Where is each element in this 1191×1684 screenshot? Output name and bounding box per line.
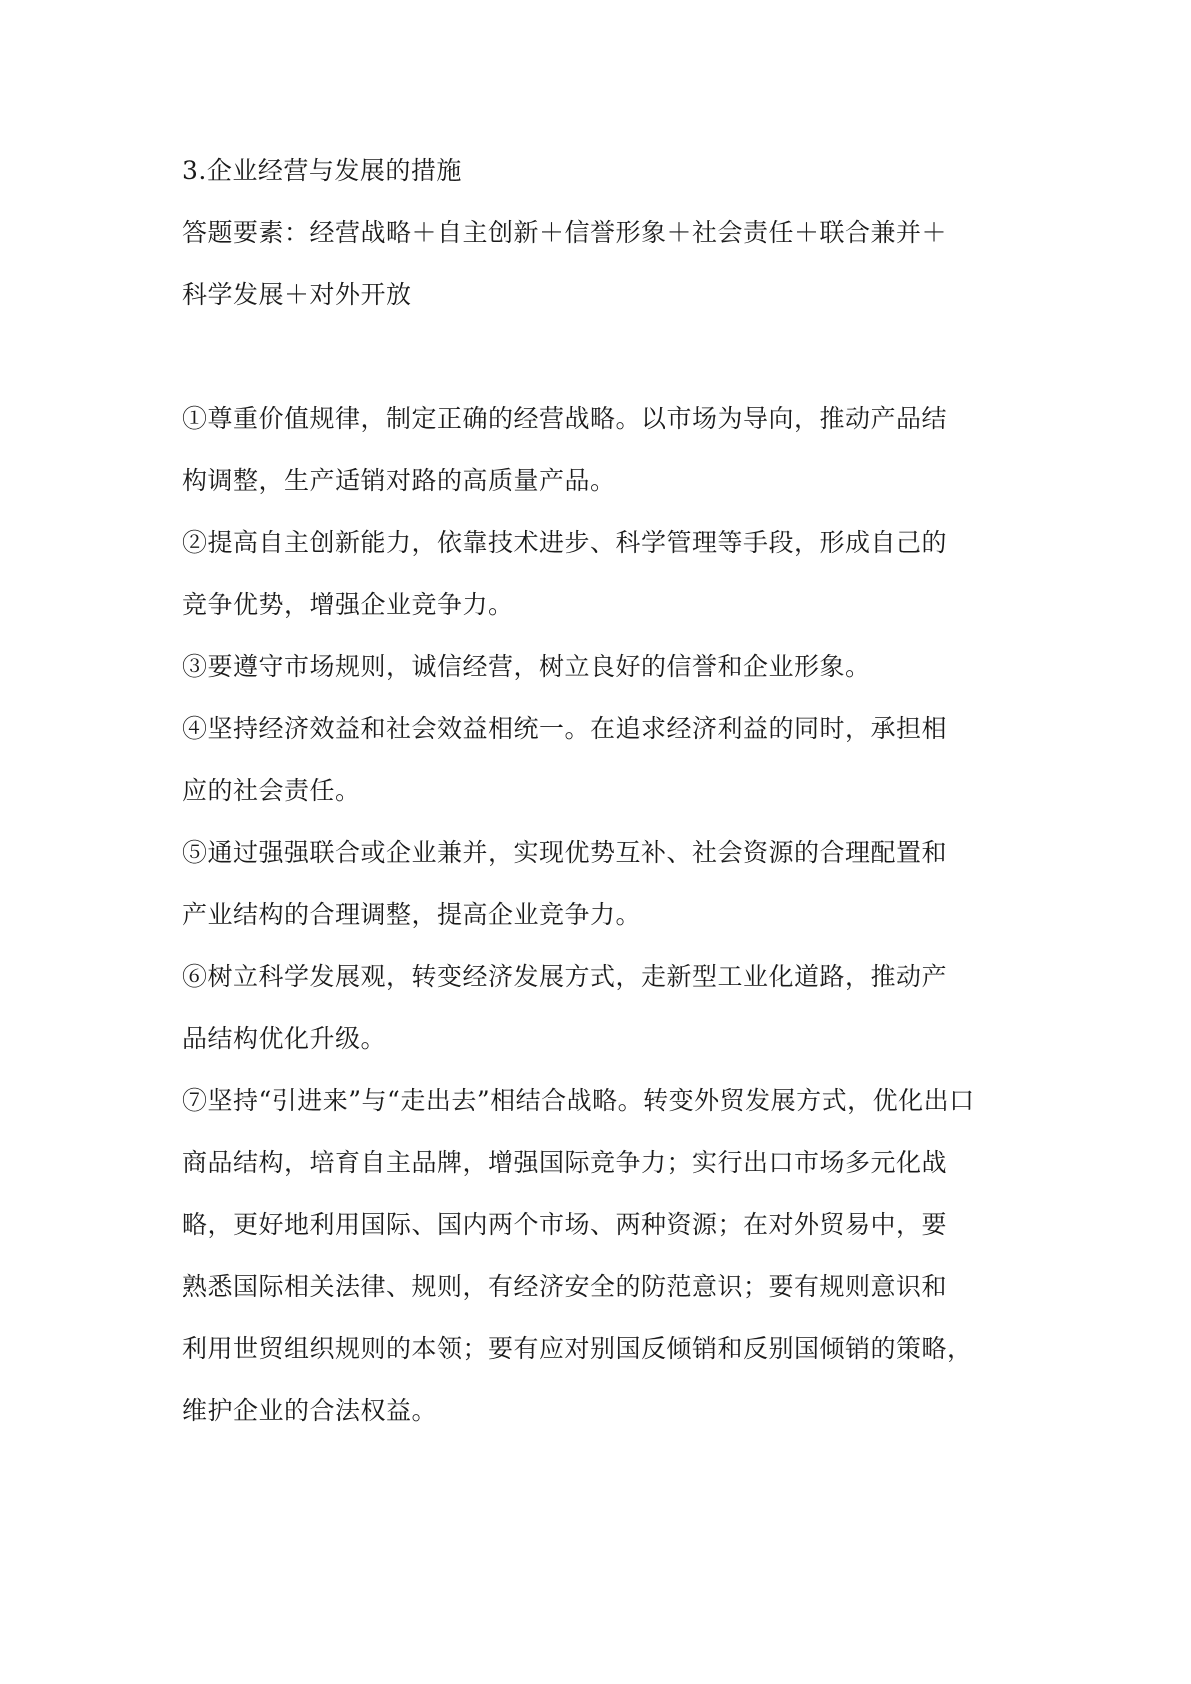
section-title: 3.企业经营与发展的措施 [182, 156, 462, 185]
document-body [182, 140, 1017, 1442]
item-6-line-2: 品结构优化升级。 [182, 1024, 387, 1053]
item-7-line-4: 熟悉国际相关法律、规则，有经济安全的防范意识；要有规则意识和 [182, 1272, 948, 1301]
answer-elements-line-1: 答题要素：经营战略＋自主创新＋信誉形象＋社会责任＋联合兼并＋ [182, 218, 948, 247]
item-1-line-2: 构调整，生产适销对路的高质量产品。 [182, 466, 616, 495]
item-7-line-6: 维护企业的合法权益。 [182, 1396, 438, 1425]
item-3-line-1: ③要遵守市场规则，诚信经营，树立良好的信誉和企业形象。 [182, 652, 871, 681]
item-7-line-2: 商品结构，培育自主品牌，增强国际竞争力；实行出口市场多元化战 [182, 1148, 948, 1177]
blank-line [182, 326, 1017, 388]
item-7-line-5: 利用世贸组织规则的本领；要有应对别国反倾销和反别国倾销的策略， [182, 1334, 973, 1363]
item-2-line-1: ②提高自主创新能力，依靠技术进步、科学管理等手段，形成自己的 [182, 528, 948, 557]
item-4-line-2: 应的社会责任。 [182, 776, 361, 805]
item-5-line-2: 产业结构的合理调整，提高企业竞争力。 [182, 900, 642, 929]
answer-elements-line-2: 科学发展＋对外开放 [182, 280, 412, 309]
item-7-line-1: ⑦坚持“引进来”与“走出去”相结合战略。转变外贸发展方式，优化出口 [182, 1086, 975, 1115]
item-5-line-1: ⑤通过强强联合或企业兼并，实现优势互补、社会资源的合理配置和 [182, 838, 948, 867]
item-4-line-1: ④坚持经济效益和社会效益相统一。在追求经济利益的同时，承担相 [182, 714, 948, 743]
item-7-line-3: 略，更好地利用国际、国内两个市场、两种资源；在对外贸易中，要 [182, 1210, 948, 1239]
item-6-line-1: ⑥树立科学发展观，转变经济发展方式，走新型工业化道路，推动产 [182, 962, 948, 991]
item-1-line-1: ①尊重价值规律，制定正确的经营战略。以市场为导向，推动产品结 [182, 404, 948, 433]
item-2-line-2: 竞争优势，增强企业竞争力。 [182, 590, 514, 619]
